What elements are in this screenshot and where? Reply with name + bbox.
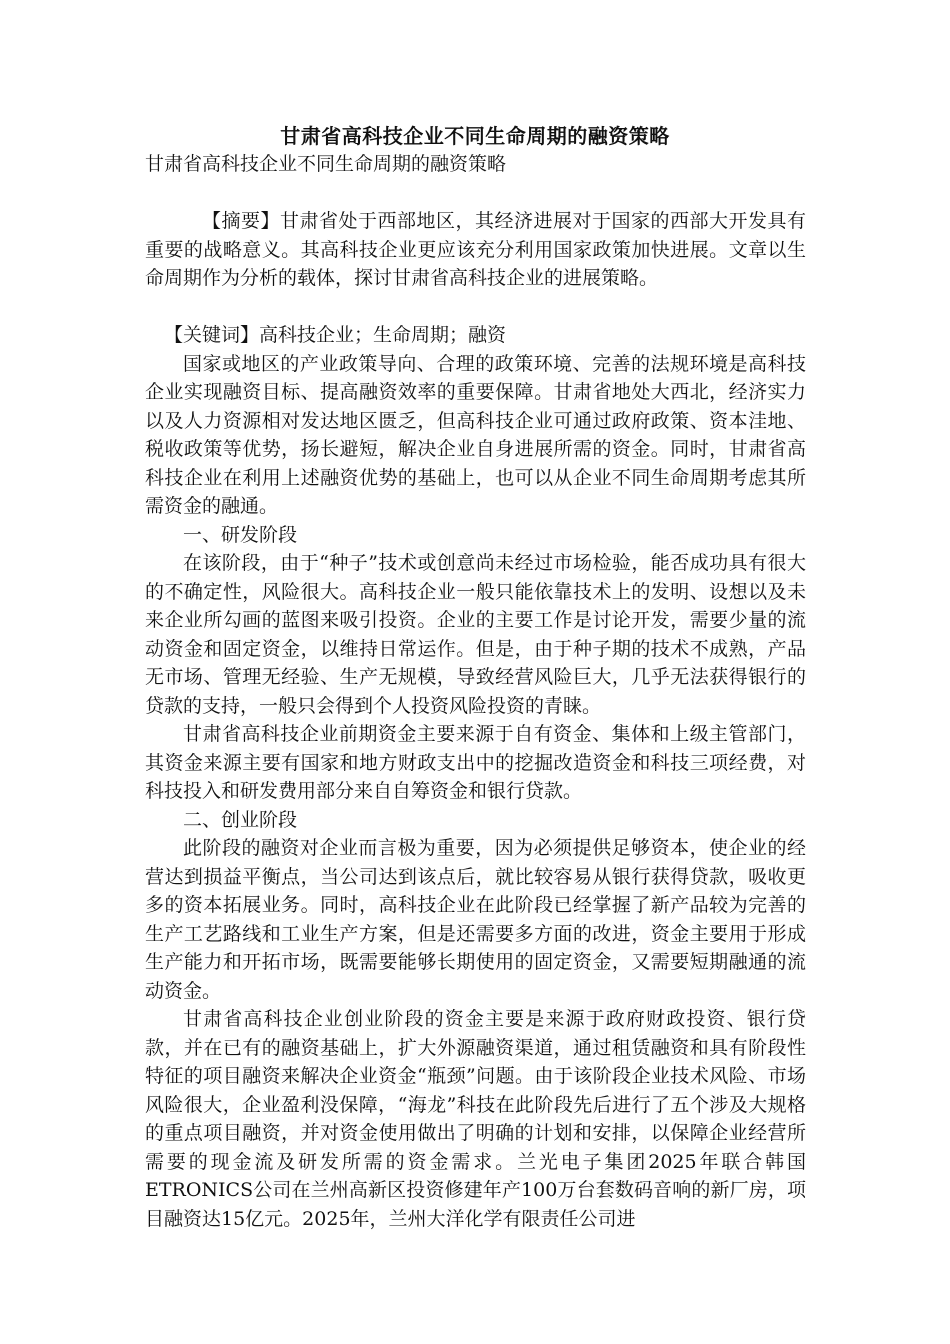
blank-line (145, 179, 806, 208)
section-heading-research: 一、研发阶段 (183, 523, 298, 546)
document-subtitle: 甘肃省高科技企业不同生命周期的融资策略 (145, 153, 507, 175)
blank-line (145, 293, 806, 322)
research-paragraph-2: 甘肃省高科技企业前期资金主要来源于自有资金、集体和上级主管部门，其资金来源主要有国家和地方财政支出中的挖掘改造资金和科技三项经费，对科技投入和研发费用部分来自自筹资金和银行贷款。 (145, 723, 806, 802)
research-paragraph-1: 在该阶段，由于“种子”技术或创意尚未经过市场检验，能否成功具有很大的不确定性，风险很大。高科技企业一般只能依靠技术上的发明、设想以及未来企业所勾画的蓝图来吸引投资。企业的主要工作是讨论开发，需要少量的流动资金和固定资金，以维持日常运作。但是，由于种子期的技术不成熟，产品无市场、管理无经验、生产无规模，导致经营风险巨大，几乎无法获得银行的贷款的支持，一般只会得到个人投资风险投资的青睐。 (145, 552, 806, 717)
abstract-paragraph: 【摘要】甘肃省处于西部地区，其经济进展对于国家的西部大开发具有重要的战略意义。其高科技企业更应该充分利用国家政策加快进展。文章以生命周期作为分析的载体，探讨甘肃省高科技企业的进展策略。 (145, 210, 806, 289)
startup-paragraph-2: 甘肃省高科技企业创业阶段的资金主要是来源于政府财政投资、银行贷款，并在已有的融资基础上，扩大外源融资渠道，通过租赁融资和具有阶段性特征的项目融资来解决企业资金“瓶颈”问题。由于该阶段企业技术风险、市场风险很大，企业盈利没保障，“海龙”科技在此阶段先后进行了五个涉及大规格的重点项目融资，并对资金使用做出了明确的计划和安排，以保障企业经营所需要的现金流及研发所需的资金需求。兰光电子集团2025年联合韩国ETRONICS公司在兰州高新区投资修建年产100万台套数码音响的新厂房，项目融资达15亿元。2025年，兰州大洋化学有限责任公司进 (145, 1008, 806, 1230)
keywords-line: 【关键词】高科技企业；生命周期；融资 (164, 324, 507, 346)
startup-paragraph-1: 此阶段的融资对企业而言极为重要，因为必须提供足够资本，使企业的经营达到损益平衡点，当公司达到该点后，就比较容易从银行获得贷款，吸收更多的资本拓展业务。同时，高科技企业在此阶段已经掌握了新产品较为完善的生产工艺路线和工业生产方案，但是还需要多方面的改进，资金主要用于形成生产能力和开拓市场，既需要能够长期使用的固定资金，又需要短期融通的流动资金。 (145, 837, 806, 1002)
intro-paragraph: 国家或地区的产业政策导向、合理的政策环境、完善的法规环境是高科技企业实现融资目标、提高融资效率的重要保障。甘肃省地处大西北，经济实力以及人力资源相对发达地区匮乏，但高科技企业可通过政府政策、资本洼地、税收政策等优势，扬长避短，解决企业自身进展所需的资金。同时，甘肃省高科技企业在利用上述融资优势的基础上，也可以从企业不同生命周期考虑其所需资金的融通。 (145, 352, 806, 517)
document-body (145, 150, 806, 1233)
document-title: 甘肃省高科技企业不同生命周期的融资策略 (280, 124, 670, 148)
section-heading-startup: 二、创业阶段 (183, 808, 298, 831)
